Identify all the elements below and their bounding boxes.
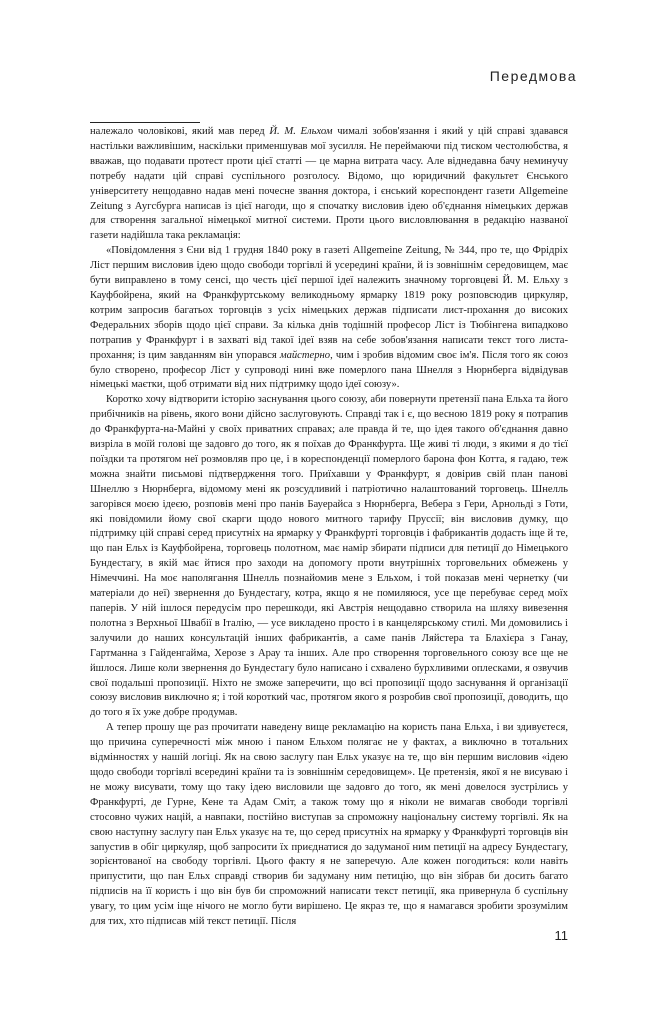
text-span: належало чоловікові, який мав перед	[90, 126, 270, 137]
paragraph-1	[90, 125, 568, 244]
text-span: А тепер прошу ще раз прочитати наведену вище рекламацію на користь пана Ельха, і ви здивуєтеся, що причина суперечності між мною і паном Ельхом полягає не у фактах, а виключно в тотальних відмінностях у нашій логіці. Як на свою заслугу пан Ельх указує на те, що він першим висловив «ідею щодо свободи торгівлі всередині країни та із зовнішнім середовищем». Це претензія, якої я не висуваю і не можу висувати, тому що таку ідею висловили ще задовго до того, як мені довелося зустрілись у Франкфурті, де Гурне, Кене та Адам Сміт, а також тому що я ніколи не вимагав свободи торгівлі стосовно чужих націй, а навпаки, постійно виступав за спроможну національну систему торгівлі. Як на свою наступну заслугу пан Ельх указує на те, що серед присутніх на ярмарку у Франкфурті торговців він запустив в обіг циркуляр, щоб запросити їх приєднатися до задуманої ним петиції на адресу Бундестагу, зорієнтованої на свободу торгівлі. Цього факту я не заперечую. Але кожен погодиться: коли навіть припустити, що пан Ельх справді створив би задуману ним петицію, що він зібрав би досить багато підписів на її користь і що він був би спроможний написати текст петиції, яка привернула б суспільну увагу, то цим усім іще нічого не могло бути вирішено. Це якраз те, що я намагався зробити зрозумілим для тих, хто підписав мій текст петиції. Після	[90, 722, 568, 928]
body-text	[90, 125, 568, 930]
text-span: Коротко хочу відтворити історію заснування цього союзу, аби повернути претензії пана Ельха та його прибічників на рівень, якого вони дійсно заслуговують. Справді так і є, що весною 1819 року я потрапив до Франкфурта-на-Майні у своїх приватних справах; але правда й те, що ідея такого об'єднання давно визріла в моїй голові ще задовго до того, як я поїхав до Франкфурта. Ще живі ті люди, з якими я до тієї поїздки та протягом неї розмовляв про це, і в кореспонденції померлого барона фон Котта, я гадаю, теж можна знайти письмові підтвердження того. Приїхавши у Франкфурт, я довірив свій план панові Шнеллю з Нюрнберга, відомому мені як розсудливий і патріотично налаштований торговець. Шнелль загорівся моєю ідеєю, розповів мені про панів Бауерайса з Нюрнберга, Вебера з Гери, Арнольді з Готи, які повідомили йому свої скарги щодо нового митного тарифу Пруссії; він висловив думку, що підтримку цій справі серед присутніх на ярмарку у Франкфурті торговців і фабрикантів додасть іще й те, що пан Ельх із Кауфбойрена, торговець полотном, має намір збирати підписи для петиції до Німецького Бундестагу, в якій має йтися про заходи на допомогу проти внутрішніх торговельних обмежень у Німеччині. На моє наполягання Шнелль познайомив мене з Ельхом, і той показав мені чернетку (чи матеріали до неї) звернення до Бундестагу, котра, якщо я не помиляюся, усе ще перебуває серед моїх паперів. У ній ішлося передусім про перешкоди, які Австрія нещодавно створила на шляху вивезення полотна з Верхньої Швабії в Італію, — усе викладено просто і в канцелярському стилі. Ми домовились і залучили до наших консультацій інших фабрикантів, а саме панів Ляйстера та Блахієра з Ганау, Гартманна з Гайденгайма, Херозе з Арау та інших. Але про створення торговельного союзу все ще не йшлося. Лише коли звернення до Бундестагу було написано і схвалено бурхливими оплесками, я озвучив свої подальші пропозиції. Ніхто не зможе заперечити, що всі пропозиції щодо заснування й організації союзу висловив виключно я; і той короткий час, протягом якого я розробив свої пропозиції, доводить, що до того я їх уже добре продумав.	[90, 394, 568, 719]
text-span: «Повідомлення з Єни від 1 грудня 1840 року в газеті Allgemeine Zeitung, № 344, про те, що Фрідріх Ліст першим висловив ідею щодо свободи торгівлі й усередині країни, й із зовнішнім середовищем, має бути виправлено в тому сенсі, що честь цієї першої ідеї належить значному торговцеві Й. М. Ельху з Кауфбойрена, який на Франкфуртському великодньому ярмарку 1819 року розповсюдив циркуляр, котрим запросив багатьох торговців з усіх німецьких держав підписати лист-прохання до високих Федеральних зборів щодо цієї справи. За кілька днів тодішній професор Ліст із Тюбінгена випадково потрапив у Франкфурт і в захваті від такої ідеї взяв на себе зобов'язання написати текст того листа-прохання; із цим завданням він упорався	[90, 245, 568, 361]
text-span: чималі зобов'язання і який у цій справі здавався настільки важливішим, наскільки применшував мої зусилля. Не переймаючи під тиском честолюбства, я вважав, що подавати протест проти цієї статті — це марна витрата часу. Але віднедавна бачу неминучу потребу надати цій справі суспільного розголосу. Відомо, що юридичний факультет Єнського університету нещодавно надав мені почесне звання доктора, і єнський кореспондент газети Allgemeine Zeitung з Аугсбурга написав із цієї нагоди, що я спочатку висловив ідею об'єднання німецьких держав для створення загальної німецької митної системи. Проти цього висловлювання в редакцію названої газети надійшла така рекламація:	[90, 126, 568, 242]
paragraph-4	[90, 721, 568, 930]
italic-span: Й. М. Ельхом	[269, 126, 333, 137]
italic-span: майстерно	[279, 349, 331, 361]
footnote-separator-rule	[90, 122, 200, 123]
paragraph-3	[90, 393, 568, 721]
running-header: Передмова	[489, 68, 577, 84]
paragraph-2	[90, 244, 568, 393]
page-number: 11	[554, 928, 568, 943]
text-span: , чим і зробив відомим своє ім'я. Після того як союз було створено, професор Ліст у супроводі нині вже померлого пана Шнелля з Нюрнберга відвідував німецькі маєтки, щоб отримати від них підтримку щодо ідеї союзу».	[90, 349, 568, 391]
